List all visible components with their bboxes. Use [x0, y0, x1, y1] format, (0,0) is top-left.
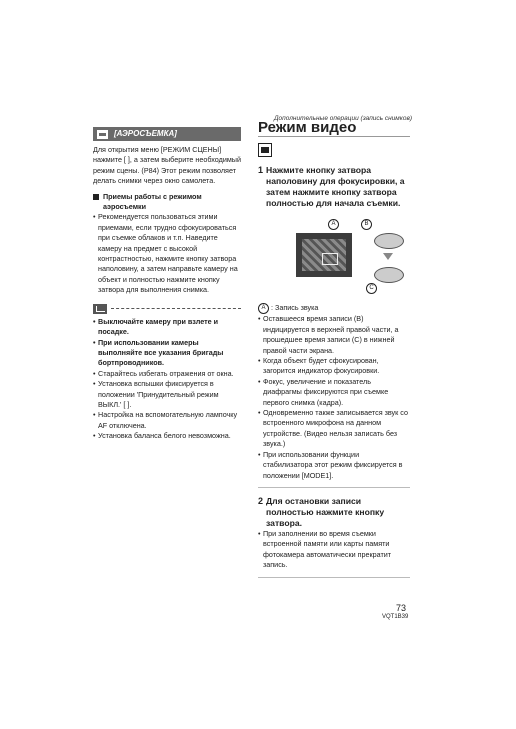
video-mode-icon [258, 143, 272, 157]
info-bullet: • Когда объект будет сфокусирован, загорится индикатор фокусировки. [258, 356, 380, 376]
scene-header [93, 127, 241, 141]
info-bullet: • При использовании функции стабилизатора этот режим фиксируется в положении [MODE1]. [258, 449, 403, 480]
scene-header-label: [АЭРОСЪЕМКА] [114, 128, 177, 138]
tips-subheading: Приемы работы с режимом аэросъемки [93, 192, 241, 213]
info-bullet: • Оставшееся время записи (B) индицируется в верхней правой части, а прошедшее время записи (C) в нижней правой части экрана. [258, 314, 399, 355]
note-item: • Старайтесь избегать отражения от окна. [93, 368, 234, 378]
intro-text: Для открытия меню [РЕЖИМ СЦЕНЫ] нажмите [ ], а затем выберите необходимый режим сцены. (P84) Этот режим позволяет делать снимки через окно самолета. [93, 145, 241, 186]
legend-a: A : Запись звука [258, 303, 410, 314]
callout-c: C [366, 283, 377, 294]
airplane-scene-icon [97, 130, 108, 139]
note-item: • Установка баланса белого невозможна. [93, 431, 231, 441]
callout-b: B [361, 219, 372, 230]
step-1: 1 Нажмите кнопку затвора наполовину для фокусировки, а затем нажмите кнопку затвора полностью для начала съемки. [258, 165, 405, 209]
note-divider [93, 304, 241, 314]
focus-frame [322, 253, 338, 265]
note-item: • Выключайте камеру при взлете и посадке. [93, 316, 219, 337]
note-item: • Настройка на вспомогательную лампочку AF отключена. [93, 410, 238, 430]
info-bullet: • При заполнении во время съемки встроенной памяти или карты памяти фотокамера автоматически прекратит запись. [258, 528, 392, 570]
page-title: Режим видео [258, 123, 410, 137]
info-bullet: • Одновременно также записывается звук со встроенного микрофона на данном устройстве. (Видео нельзя записать без звука.) [258, 408, 408, 449]
callout-a: A [328, 219, 339, 230]
shutter-half-press-icon [374, 233, 404, 249]
step-2: 2 Для остановки записи полностью нажмите кнопку затвора. [258, 495, 385, 528]
left-column [93, 127, 241, 442]
camera-illustration [266, 215, 406, 301]
right-column [258, 119, 410, 578]
tip-bullet: • Рекомендуется пользоваться этими приемами, если трудно сфокусироваться при съемке облаков и т.п. Наведите камеру на предмет с высокой контрастностью, нажмите кнопку затвора наполовину, а затем направьте камеру на объект и полностью нажмите кнопку затвора для выполнения снимка. [93, 212, 238, 295]
info-bullet: • Фокус, увеличение и показатель диафрагмы фиксируются при съемке первого снимка (кадра). [258, 376, 389, 407]
note-icon [93, 304, 107, 314]
down-arrow-icon [383, 253, 393, 260]
running-header: Дополнительные операции (запись снимков) [273, 115, 412, 122]
shutter-full-press-icon [374, 267, 404, 283]
note-item: • Установка вспышки фиксируется в положении 'Принудительный режим ВЫКЛ.' [ ]. [93, 379, 219, 409]
page-number: 73 [396, 603, 407, 613]
lcd-screen [296, 233, 352, 277]
note-item: • При использовании камеры выполняйте все указания бригады бортпроводников. [93, 337, 224, 368]
doc-code: VQT1B39 [382, 614, 409, 620]
square-bullet-icon [93, 194, 99, 200]
